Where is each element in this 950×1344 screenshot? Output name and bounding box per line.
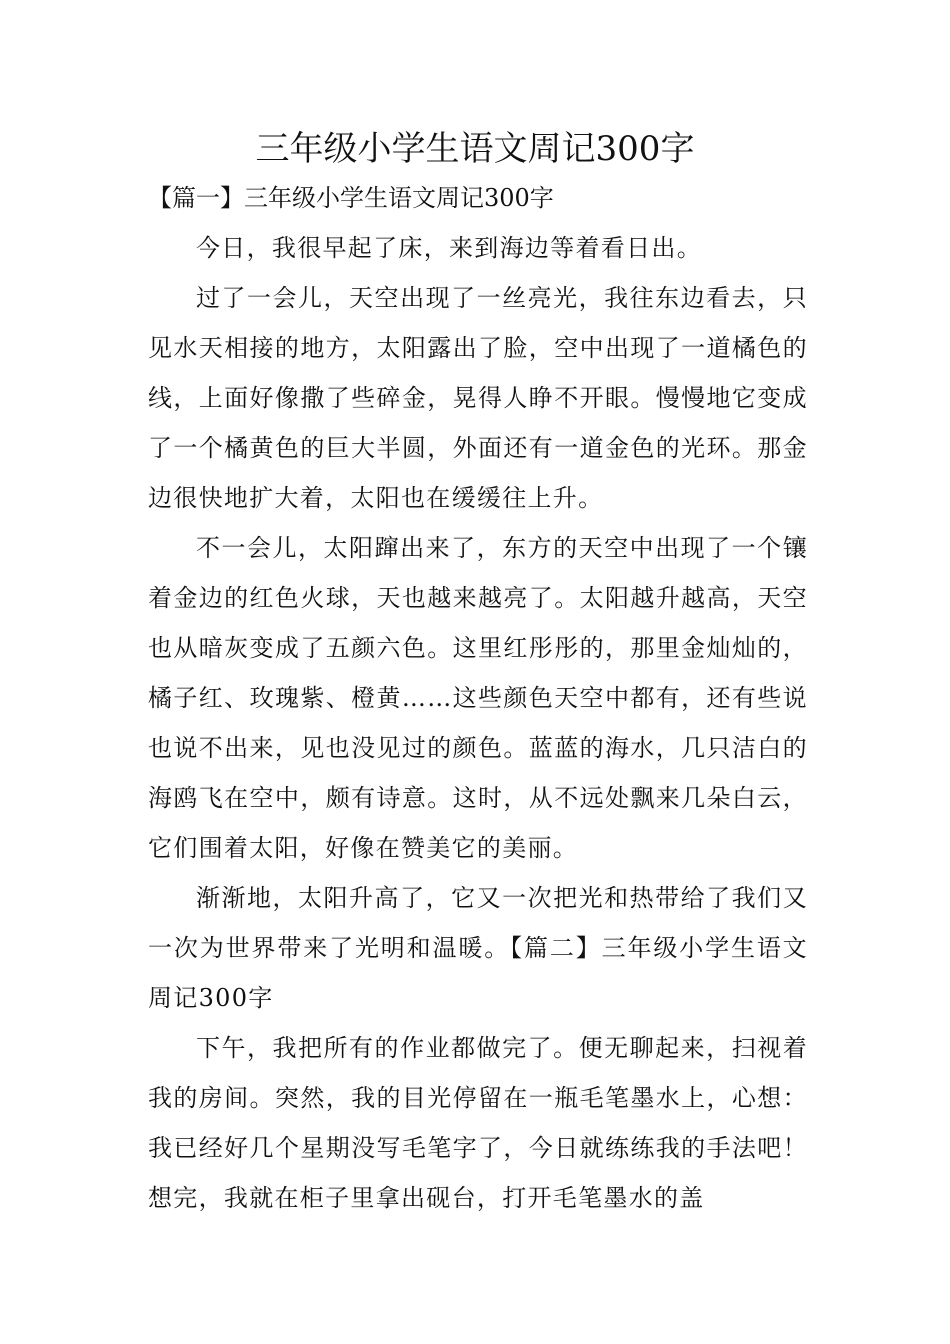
paragraph: 下午，我把所有的作业都做完了。便无聊起来，扫视着我的房间。突然，我的目光停留在一瓶毛笔墨水上，心想：我已经好几个星期没写毛笔字了，今日就练练我的手法吧！想完，我就在柜子里拿出砚台，打开毛笔墨水的盖 bbox=[148, 1034, 808, 1212]
paragraph: 今日，我很早起了床，来到海边等着看日出。 bbox=[196, 234, 702, 262]
document-title: 三年级小学生语文周记300字 bbox=[255, 129, 695, 169]
section-label-part-one: 【篇一】三年级小学生语文周记300字 bbox=[148, 184, 554, 212]
paragraph: 不一会儿，太阳蹿出来了，东方的天空中出现了一个镶着金边的红色火球，天也越来越亮了。太阳越升越高，天空也从暗灰变成了五颜六色。这里红彤彤的，那里金灿灿的，橘子红、玫瑰紫、橙黄……这些颜色天空中都有，还有些说也说不出来，见也没见过的颜色。蓝蓝的海水，几只洁白的海鸥飞在空中，颇有诗意。这时，从不远处飘来几朵白云，它们围着太阳，好像在赞美它的美丽。 bbox=[148, 534, 808, 862]
body-text bbox=[148, 223, 808, 1223]
paragraph: 过了一会儿，天空出现了一丝亮光，我往东边看去，只见水天相接的地方，太阳露出了脸，空中出现了一道橘色的线，上面好像撒了些碎金，晃得人睁不开眼。慢慢地它变成了一个橘黄色的巨大半圆，外面还有一道金色的光环。那金边很快地扩大着，太阳也在缓缓往上升。 bbox=[148, 284, 808, 512]
paragraph: 渐渐地，太阳升高了，它又一次把光和热带给了我们又一次为世界带来了光明和温暖。【篇二】三年级小学生语文周记300字 bbox=[148, 884, 808, 1012]
